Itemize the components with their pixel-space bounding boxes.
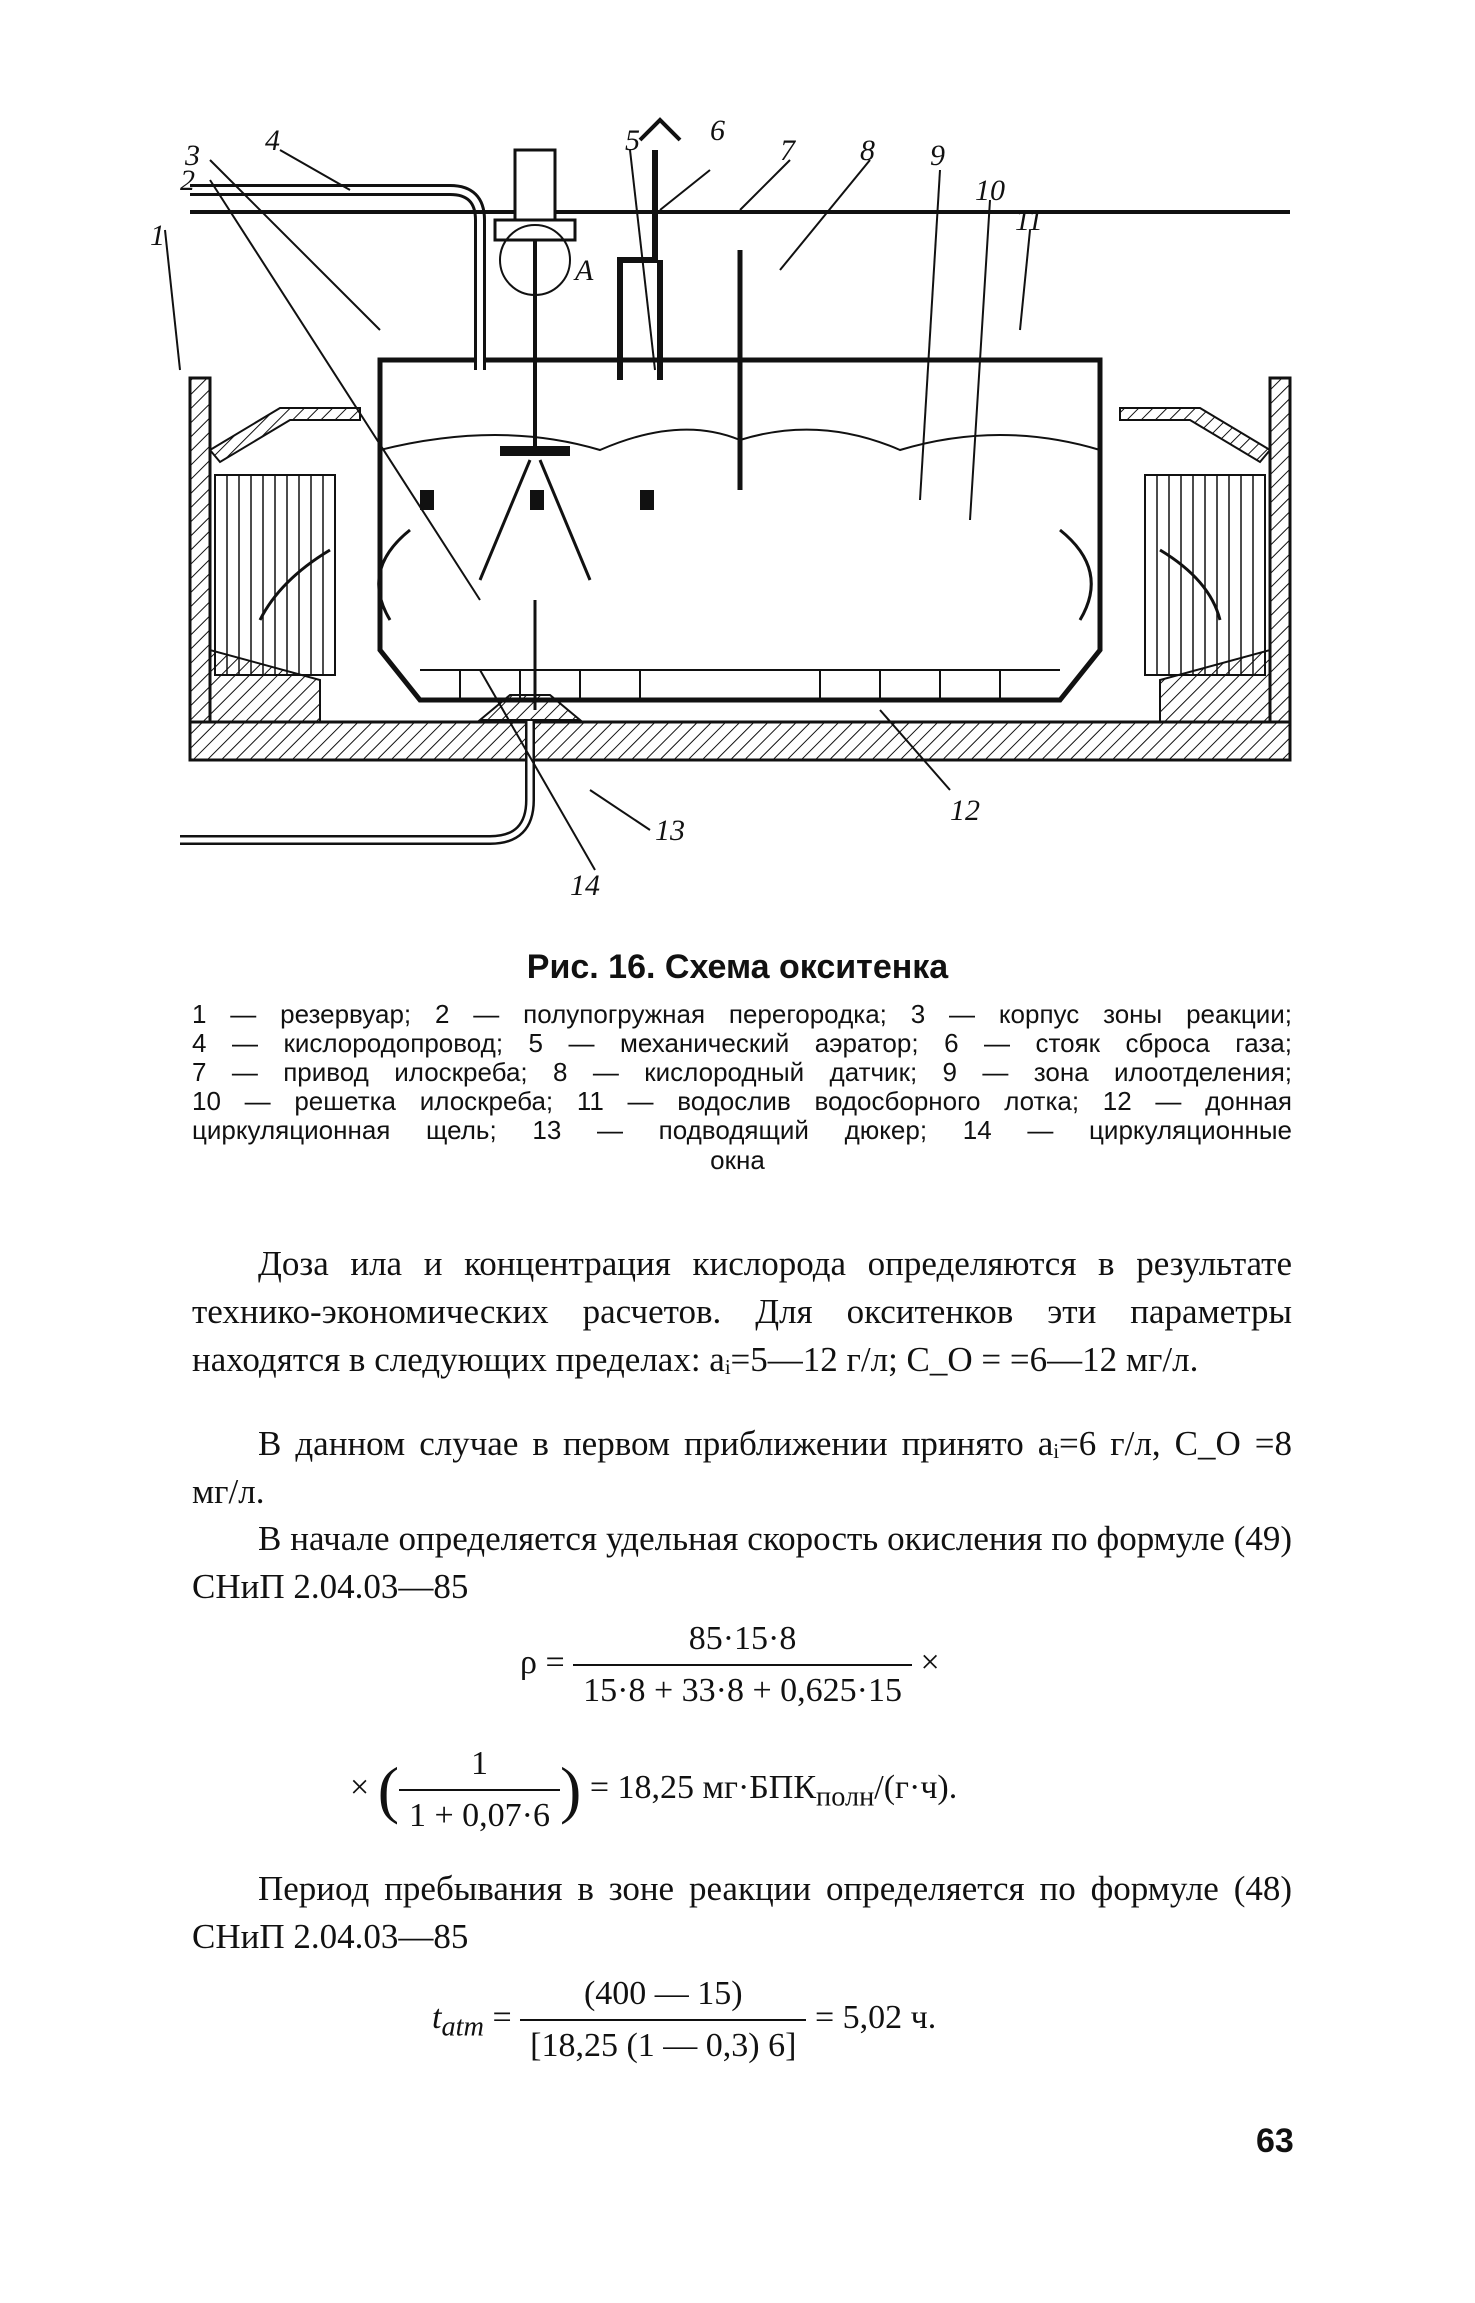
label-6: 6 [710,114,725,147]
gas-vent-stack [620,150,660,380]
paragraph-oxidation-rate: В начале определяется удельная скорость окисления по формуле (49) СНиП 2.04.03—85 [192,1519,1292,1606]
formula-residence-time [432,1975,936,2065]
label-2: 2 [180,164,195,197]
formula1-times: × [920,1643,940,1681]
label-11: 11 [1015,204,1043,237]
formula1-lhs: ρ = [520,1643,565,1681]
left-tray [210,408,360,462]
left-wall [190,378,210,722]
formula1-numerator: 85·15·8 [573,1620,912,1666]
figure-caption-title: Рис. 16. Схема окситенка [526,948,949,986]
label-3: 3 [185,139,200,172]
label-7: 7 [780,134,795,167]
formula2-lhs: t [432,1998,442,2036]
label-5: 5 [625,124,640,157]
label-14: 14 [570,869,600,902]
formula1-inner-numerator: 1 [399,1745,560,1791]
label-8: 8 [860,134,875,167]
formula1-result-sub: полн [816,1781,875,1813]
paragraph-first-approximation: В данном случае в первом приближении принято aᵢ=6 г/л, C_O =8 мг/л. [192,1424,1292,1511]
circulation-window [640,490,654,510]
label-13: 13 [655,814,685,847]
legend-line: 4 — кислородопровод; 5 — механический аэратор; 6 — стояк сброса газа; [192,1028,1292,1058]
figure-legend [192,1000,1292,1145]
tank-base [190,722,1290,760]
label-9: 9 [930,139,945,172]
right-wall [1270,378,1290,722]
label-4: 4 [265,124,280,157]
legend-line: 10 — решетка илоскреба; 11 — водослив водосборного лотка; 12 — донная [192,1086,1292,1116]
formula2-result: = 5,02 ч. [814,1998,937,2036]
flow-arrows [260,460,1220,710]
formula1-inner-denominator: 1 + 0,07·6 [409,1797,550,1834]
formula2-fraction [520,1975,806,2065]
legend-end: окна [710,1145,765,1175]
right-settling-zone [1145,475,1265,675]
legend-line: 1 — резервуар; 2 — полупогружная перегородка; 3 — корпус зоны реакции; [192,999,1292,1029]
oxytank-diagram [150,114,1320,910]
page-number: 63 [1256,2122,1294,2160]
formula2-numerator: (400 — 15) [520,1975,806,2021]
formula1-result: = 18,25 мг·БПК [589,1768,817,1806]
legend-line: 7 — привод илоскреба; 8 — кислородный датчик; 9 — зона илоотделения; [192,1057,1292,1087]
formula1-result-tail: /(г·ч). [874,1768,958,1806]
formula1-line2-times: × [350,1768,370,1806]
label-12: 12 [950,794,980,827]
formula2-denominator: [18,25 (1 — 0,3) 6] [530,2027,797,2064]
formula1-denominator: 15·8 + 33·8 + 0,625·15 [583,1672,902,1709]
formula2-eq: = [492,1998,512,2036]
label-1: 1 [150,219,165,252]
right-tray [1120,408,1270,462]
formula-oxidation-rate-line1 [520,1620,940,1710]
circulation-window [530,490,544,510]
label-10: 10 [975,174,1005,207]
paragraph-sludge-dose: Доза ила и концентрация кислорода определяются в результате технико-экономических расчетов. Для окситенков эти параметры находятся в следующих пределах: aᵢ=5—12 г/л; C_O = =6—12 мг/л. [192,1244,1292,1379]
formula-oxidation-rate-line2: × ( $\frac{1}{1 + 0,07\cdot 6}$ ) = 18,25 $мг\cdot БПК_{полн}/(г\cdot ч)$. [350,1745,958,1834]
paragraph-residence-time: Период пребывания в зоне реакции определяется по формуле (48) СНиП 2.04.03—85 [192,1869,1292,1956]
legend-line: циркуляционная щель; 13 — подводящий дюкер; 14 — циркуляционные [192,1115,1292,1145]
circulation-window [420,490,434,510]
oxytank-schematic [150,114,1320,910]
formula2-lhs-sub: atm [441,2011,484,2043]
label-a: А [575,254,594,287]
left-settling-zone [215,475,335,675]
formula1-fraction [573,1620,912,1710]
formula1-inner-fraction [399,1745,560,1835]
aerator-motor [515,150,555,220]
callout-leaders [165,150,1030,870]
